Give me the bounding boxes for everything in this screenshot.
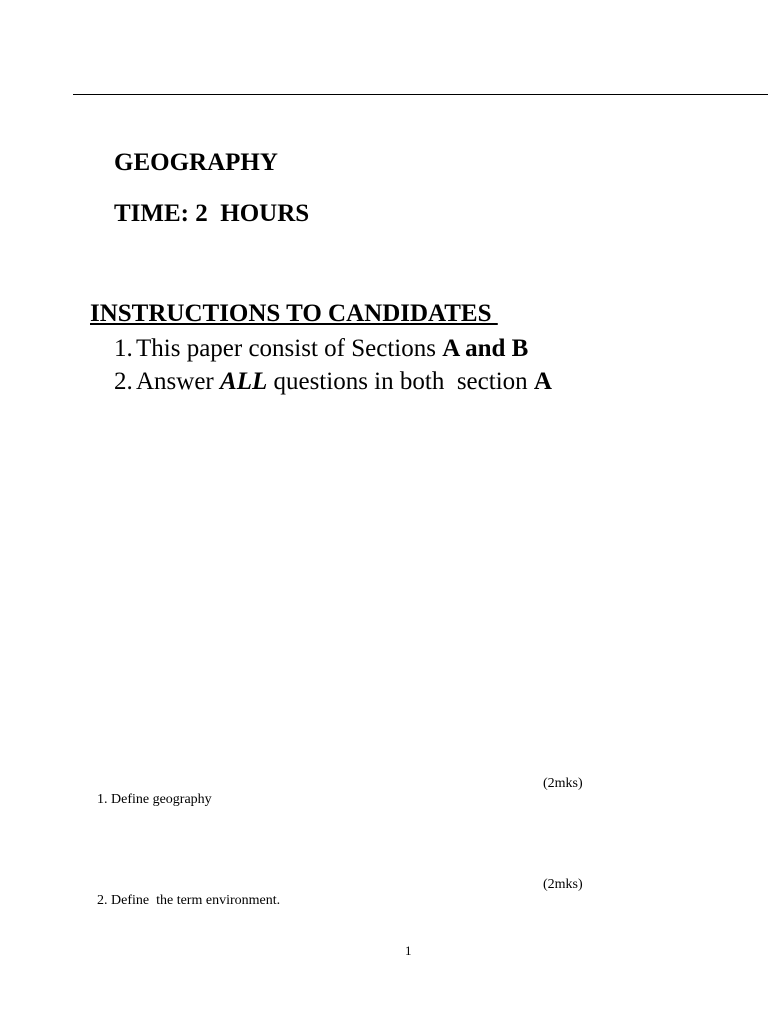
instruction-number: 1. [114,335,133,362]
instruction-bold-text: A and B [442,335,529,362]
question-marks: (2mks) [543,776,583,791]
instruction-emphasis-text: ALL [220,368,268,395]
page-number: 1 [405,943,412,958]
instructions-heading: INSTRUCTIONS TO CANDIDATES [90,300,498,327]
question-1 [90,776,590,824]
instruction-item-2 [114,368,552,396]
exam-duration: TIME: 2 HOURS [114,200,310,227]
question-2 [90,877,590,925]
question-text: 1. Define geography [97,792,212,807]
instruction-number: 2. [114,368,133,395]
question-marks: (2mks) [543,877,583,892]
instruction-item-1 [114,335,528,363]
instruction-text: This paper consist of Sections [136,335,443,362]
instruction-text-middle: questions in both section [267,368,534,395]
instruction-text: Answer [136,368,221,395]
header-rule [73,94,768,95]
subject-title: GEOGRAPHY [114,149,278,176]
question-text: 2. Define the term environment. [97,893,281,908]
instruction-bold-text: A [533,368,552,395]
